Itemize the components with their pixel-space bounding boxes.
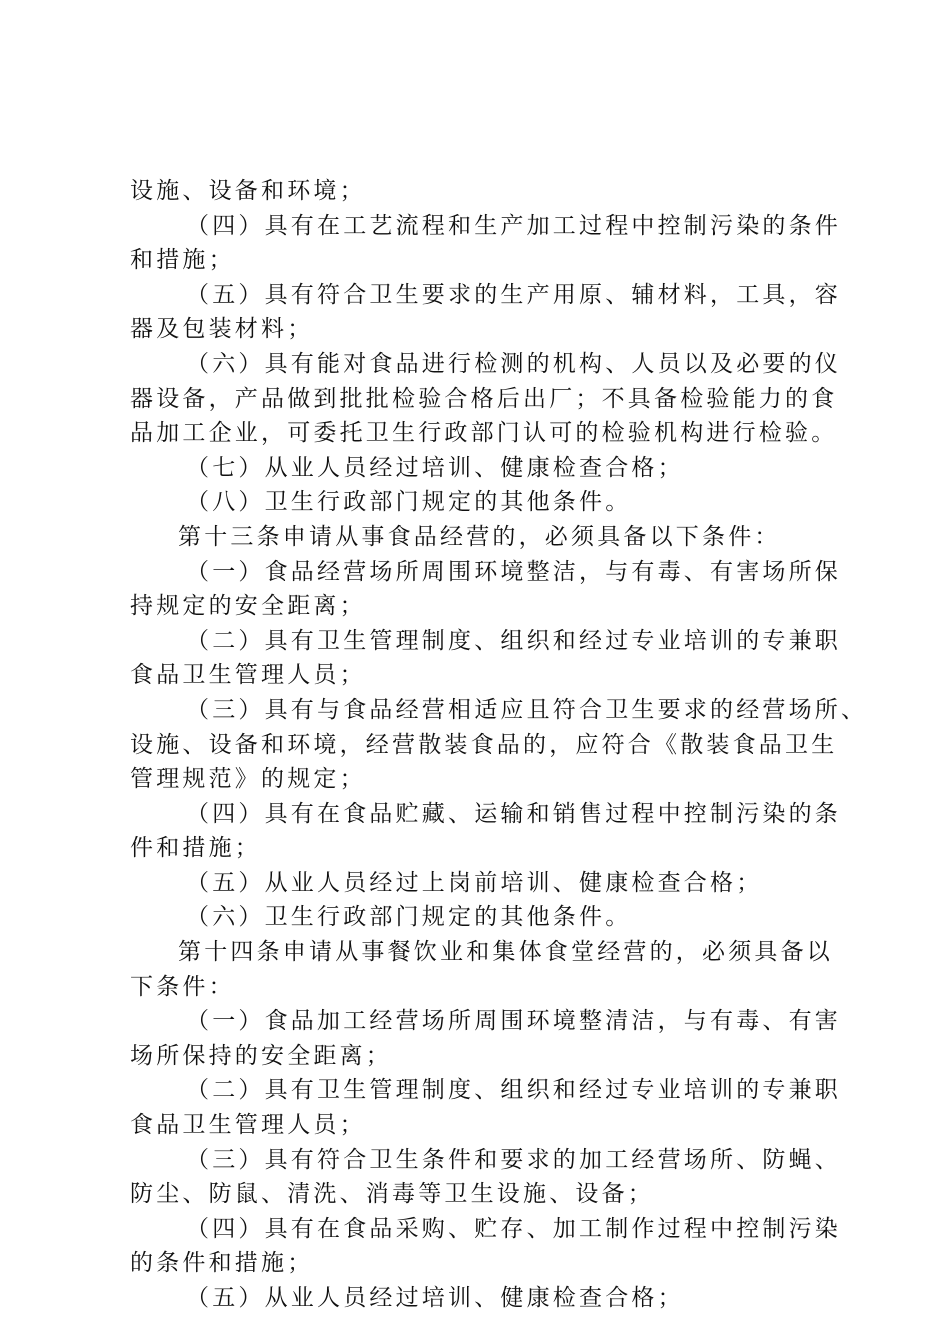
text-line: （一）食品加工经营场所周围环境整清洁，与有毒、有害 xyxy=(186,1008,841,1035)
document-body xyxy=(130,174,868,1316)
text-line: （四）具有在食品贮藏、运输和销售过程中控制污染的条 xyxy=(186,800,841,827)
text-line: 件和措施； xyxy=(130,835,261,862)
text-line: （五）具有符合卫生要求的生产用原、辅材料，工具，容 xyxy=(186,281,841,308)
text-line: （七）从业人员经过培训、健康检查合格； xyxy=(186,454,684,481)
text-line: 持规定的安全距离； xyxy=(130,593,366,620)
text-line: 设施、设备和环境； xyxy=(130,178,366,204)
text-line: 场所保持的安全距离； xyxy=(130,1042,392,1069)
text-line: （二）具有卫生管理制度、组织和经过专业培训的专兼职 xyxy=(186,627,841,654)
text-line: 管理规范》的规定； xyxy=(130,766,366,793)
text-line: （三）具有与食品经营相适应且符合卫生要求的经营场所、 xyxy=(186,696,868,723)
text-line: （三）具有符合卫生条件和要求的加工经营场所、防蝇、 xyxy=(186,1146,841,1173)
text-line: 器及包装材料； xyxy=(130,316,314,343)
text-line: 下条件： xyxy=(130,973,235,1000)
text-line: （一）食品经营场所周围环境整洁，与有毒、有害场所保 xyxy=(186,558,841,585)
text-line: 第十四条申请从事餐饮业和集体食堂经营的，必须具备以 xyxy=(178,939,833,966)
text-line: （五）从业人员经过上岗前培训、健康检查合格； xyxy=(186,869,763,896)
text-line: 和措施； xyxy=(130,247,235,274)
text-line: 防尘、防鼠、清洗、消毒等卫生设施、设备； xyxy=(130,1181,654,1208)
text-line: （六）具有能对食品进行检测的机构、人员以及必要的仪 xyxy=(186,350,841,377)
text-line: 器设备，产品做到批批检验合格后出厂；不具备检验能力的食 xyxy=(130,385,838,412)
text-line: 品加工企业，可委托卫生行政部门认可的检验机构进行检验。 xyxy=(130,420,838,447)
text-line: 设施、设备和环境，经营散装食品的，应符合《散装食品卫生 xyxy=(130,731,838,758)
text-line: （四）具有在食品采购、贮存、加工制作过程中控制污染 xyxy=(186,1215,841,1242)
text-line: 食品卫生管理人员； xyxy=(130,662,366,689)
text-line: （八）卫生行政部门规定的其他条件。 xyxy=(186,489,632,516)
text-line: 第十三条申请从事食品经营的，必须具备以下条件： xyxy=(178,523,781,550)
text-line: （四）具有在工艺流程和生产加工过程中控制污染的条件 xyxy=(186,212,841,239)
text-line: （五）从业人员经过培训、健康检查合格； xyxy=(186,1285,684,1311)
text-line: 的条件和措施； xyxy=(130,1250,314,1277)
text-line: （二）具有卫生管理制度、组织和经过专业培训的专兼职 xyxy=(186,1077,841,1104)
text-line: 食品卫生管理人员； xyxy=(130,1112,366,1139)
text-line: （六）卫生行政部门规定的其他条件。 xyxy=(186,904,632,931)
